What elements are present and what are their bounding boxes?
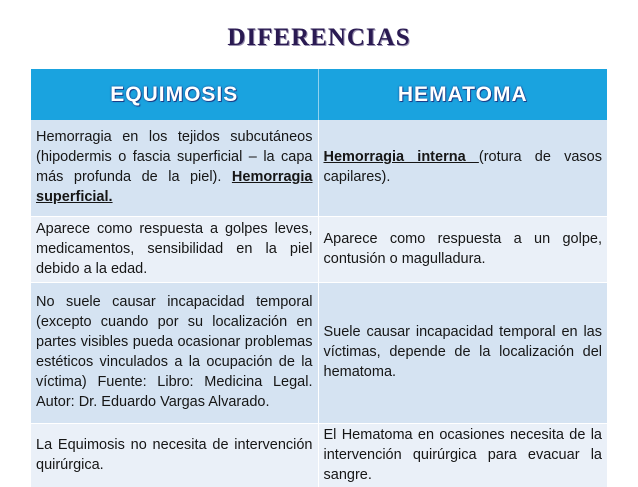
cell-hematoma-incapacity: Suele causar incapacidad temporal en las víctimas, depende de la localización del hematoma. (318, 282, 607, 423)
cell-emphasis: Hemorragia interna (323, 149, 479, 166)
cell-equimosis-surgery: La Equimosis no necesita de intervención quirúrgica. (31, 423, 318, 487)
table-row (31, 282, 607, 423)
header-equimosis: EQUIMOSIS (31, 69, 318, 120)
cell-hematoma-definition (318, 120, 607, 216)
table-header-row (31, 69, 607, 120)
cell-text: (rotura de vasos capilares). (323, 149, 602, 186)
comparison-table (31, 69, 607, 487)
header-hematoma: HEMATOMA (318, 69, 607, 120)
cell-hematoma-cause: Aparece como respuesta a un golpe, contusión o magulladura. (318, 216, 607, 282)
cell-emphasis: Hemorragia superficial. (36, 169, 313, 206)
cell-hematoma-surgery: El Hematoma en ocasiones necesita de la intervención quirúrgica para evacuar la sangre. (318, 423, 607, 487)
table-row (31, 423, 607, 487)
table-row (31, 216, 607, 282)
cell-equimosis-cause: Aparece como respuesta a golpes leves, medicamentos, sensibilidad en la piel debido a la edad. (31, 216, 318, 282)
cell-equimosis-definition (31, 120, 318, 216)
cell-equimosis-incapacity: No suele causar incapacidad temporal (excepto cuando por su localización en partes visibles pueda ocasionar problemas estéticos vinculados a la ocupación de la víctima) Fuente: Libro: Medicina Legal. Autor: Dr. Eduardo Vargas Alvarado. (31, 282, 318, 423)
cell-text: Hemorragia en los tejidos subcutáneos (hipodermis o fascia superficial – la capa más profunda de la piel). (36, 129, 313, 186)
table-row (31, 120, 607, 216)
page-title: DIFERENCIAS (227, 24, 411, 51)
